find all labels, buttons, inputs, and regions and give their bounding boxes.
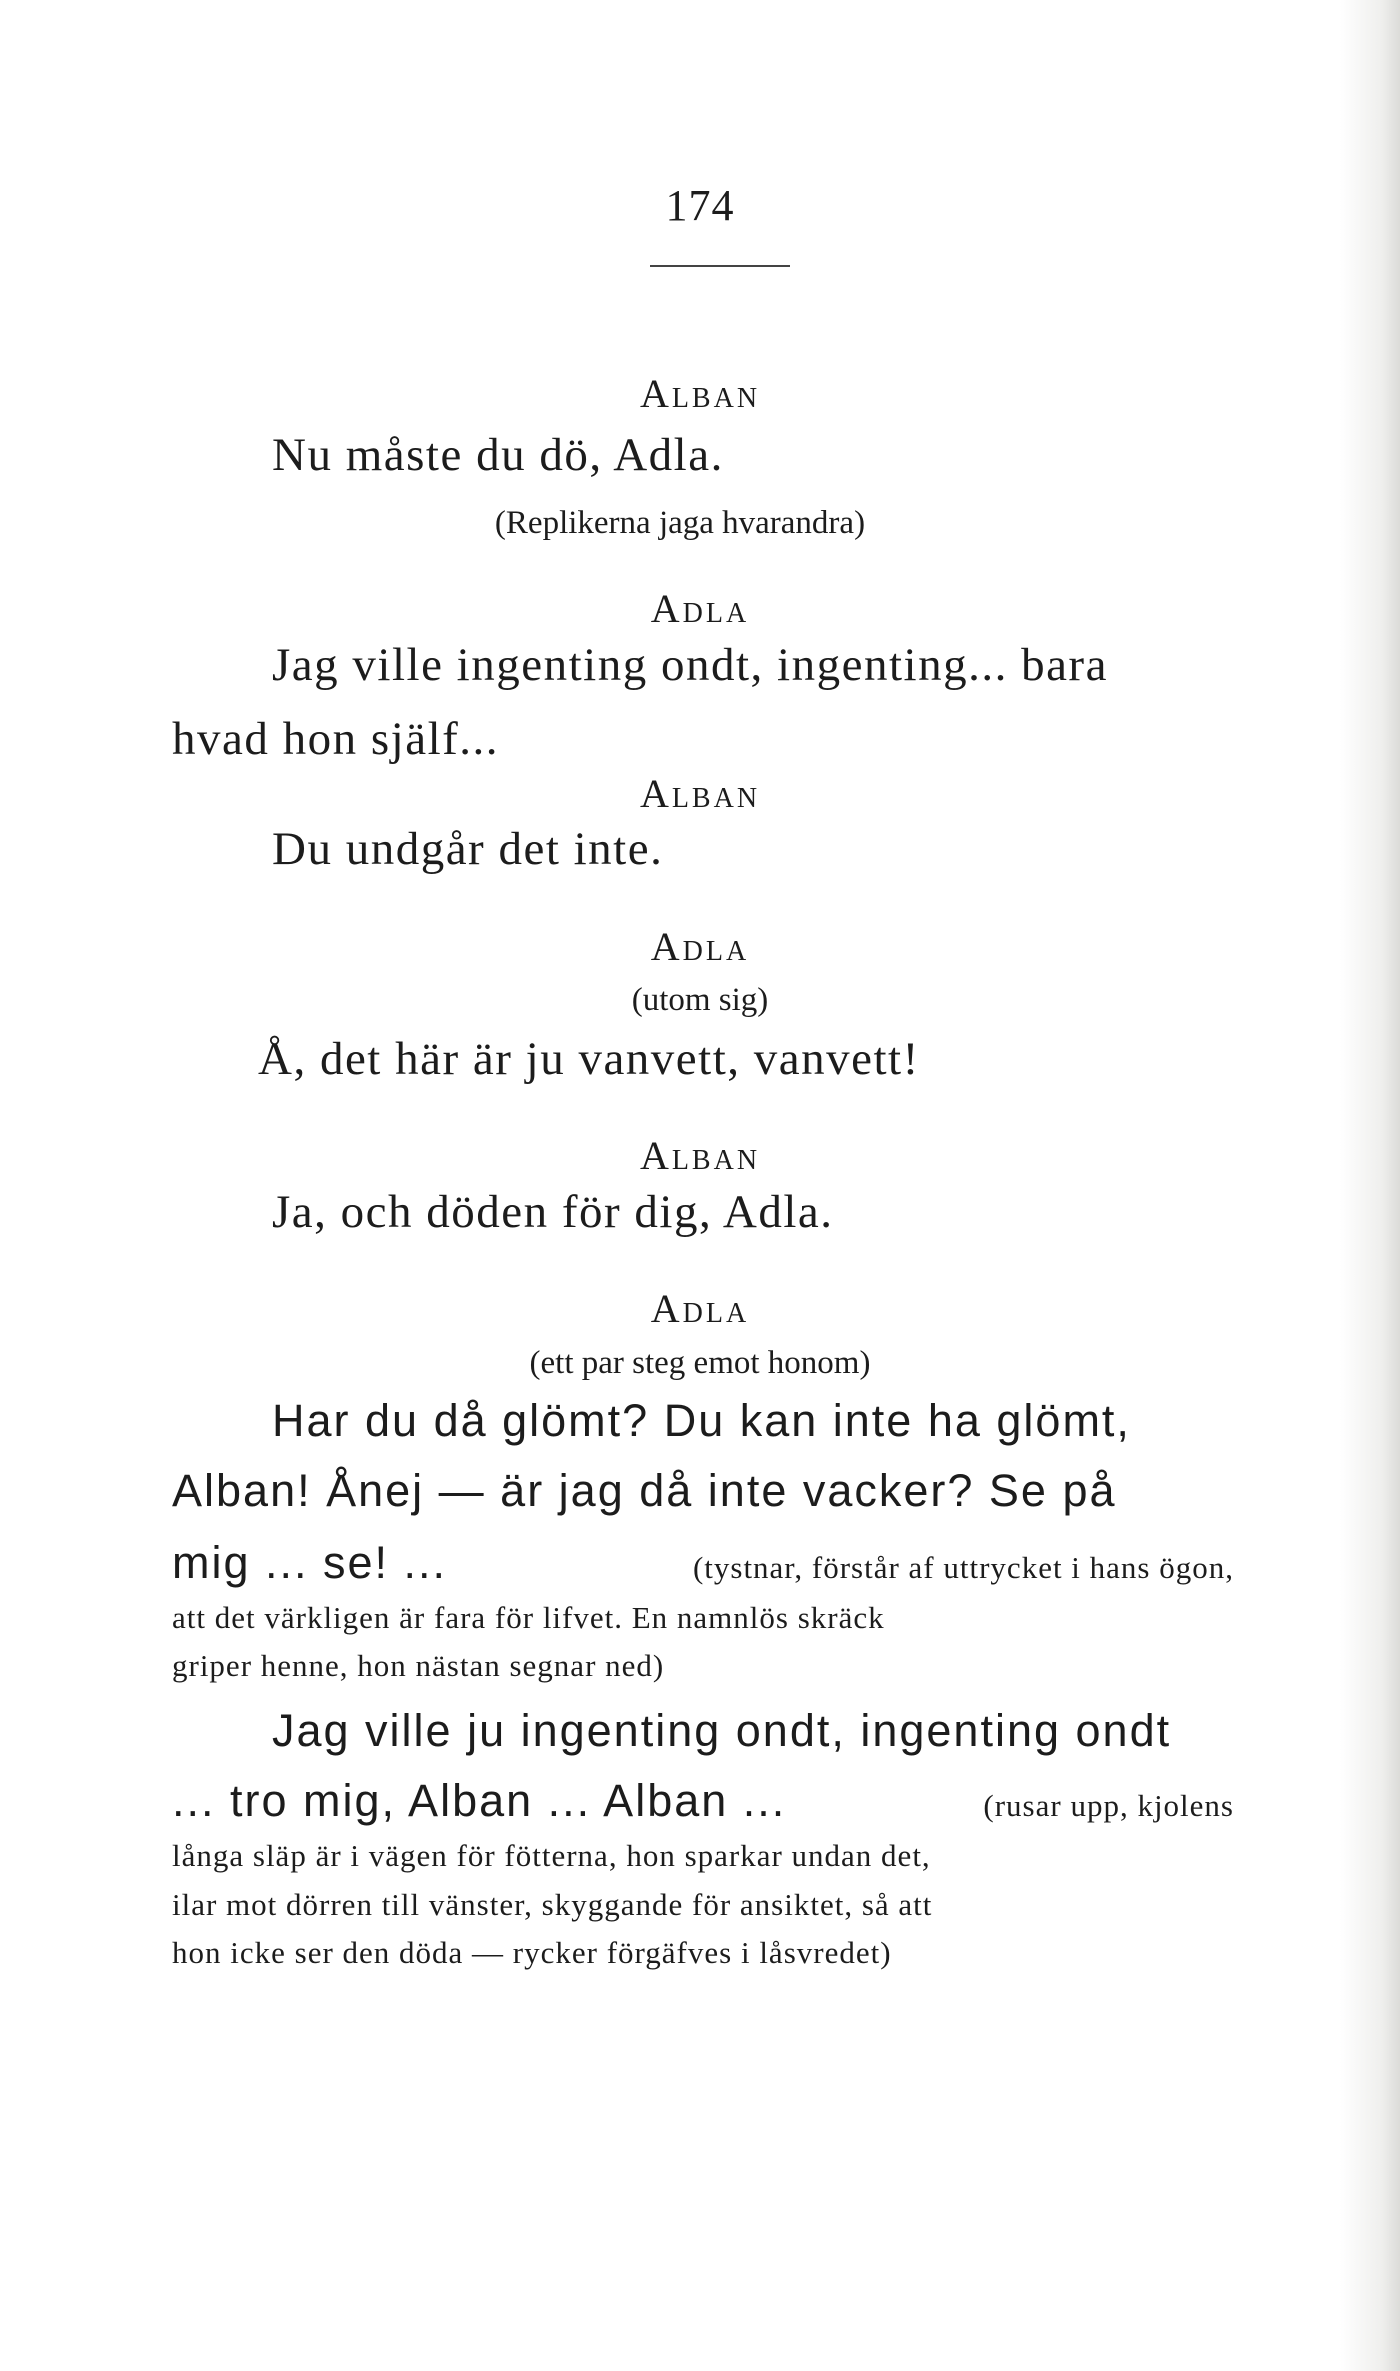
speech-text: Jag ville ingenting ondt, ingenting... bara: [272, 639, 1108, 691]
speech-line: Har du då glömt? Du kan inte ha glömt,: [272, 1395, 1131, 1446]
speech-text: mig ... se! ...: [172, 1537, 448, 1588]
speaker-name: Adla: [650, 924, 750, 969]
speech-line: Å, det här är ju vanvett, vanvett!: [258, 1033, 920, 1085]
speech-line: Jag ville ju ingenting ondt, ingenting ondt: [272, 1705, 1172, 1756]
speech-line: Nu måste du dö, Adla.: [272, 429, 724, 481]
stage-direction: (Replikerna jaga hvarandra): [494, 505, 866, 541]
stage-direction: långa släp är i vägen för fötterna, hon sparkar undan det,: [172, 1838, 931, 1873]
stage-direction: att det värkligen är fara för lifvet. En namnlös skräck: [172, 1600, 885, 1635]
speaker-name: Adla: [650, 586, 750, 631]
stage-direction: ilar mot dörren till vänster, skyggande för ansiktet, så att: [172, 1887, 933, 1922]
speech-line: Alban! Ånej — är jag då inte vacker? Se på: [172, 1465, 1117, 1516]
speaker-name: Adla: [650, 1286, 750, 1331]
mixed-line: [172, 1537, 1234, 1589]
speech-text: ... tro mig, Alban ... Alban ...: [172, 1775, 787, 1826]
speaker-adla: [0, 923, 1400, 970]
page-number: 174: [665, 181, 735, 230]
speaker-alban: [0, 1132, 1400, 1179]
speaker-alban: [0, 370, 1400, 417]
speaker-alban: [0, 770, 1400, 817]
mixed-line: [172, 1775, 1234, 1827]
speech-line: hvad hon själf...: [172, 713, 500, 765]
stage-direction: (utom sig): [631, 982, 769, 1018]
speech-line: Du undgår det inte.: [272, 823, 664, 875]
stage-text: (rusar upp, kjolens: [983, 1788, 1234, 1823]
stage-direction: hon icke ser den döda — rycker förgäfves i låsvredet): [172, 1935, 892, 1970]
stage-text: (tystnar, förstår af uttrycket i hans ögon,: [692, 1550, 1234, 1585]
speaker-name: Alban: [639, 771, 761, 816]
stage-direction: (ett par steg emot honom): [529, 1345, 871, 1381]
speech-line: Ja, och döden för dig, Adla.: [272, 1186, 834, 1238]
speaker-adla: [0, 1285, 1400, 1332]
speaker-name: Alban: [639, 1133, 761, 1178]
header-rule: [650, 265, 790, 267]
stage-direction: griper henne, hon nästan segnar ned): [172, 1648, 665, 1683]
speech-line: [272, 638, 1234, 692]
speaker-adla: [0, 585, 1400, 632]
speaker-name: Alban: [639, 371, 761, 416]
